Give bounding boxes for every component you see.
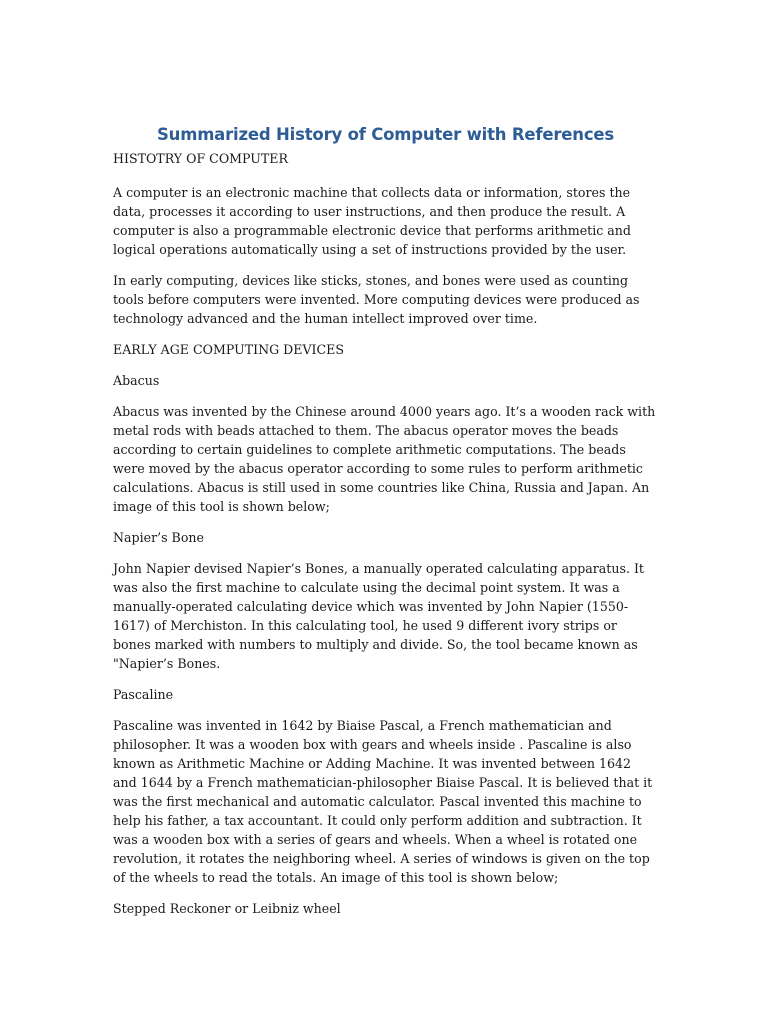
subheading-stepped-reckoner: Stepped Reckoner or Leibniz wheel	[113, 901, 341, 916]
document-title: Summarized History of Computer with References	[156, 125, 615, 144]
subheading-napiers-bone: Napier’s Bone	[113, 530, 204, 545]
subheading-pascaline: Pascaline	[113, 687, 174, 702]
section-heading-history: HISTOTRY OF COMPUTER	[113, 151, 288, 166]
section-heading-early-age-devices: EARLY AGE COMPUTING DEVICES	[113, 342, 344, 357]
paragraph-pascaline: Pascaline was invented in 1642 by Biaise Pascal, a French mathematician and philosopher. It was a wooden box with gears and wheels inside . Pascaline is also known as Arithmetic Machine or Adding Machine. It was invented between 1642 and 1644 by a French mathematician-philosopher Biaise Pascal. It is believed that it was the first mechanical and automatic calculator. Pascal invented this machine to help his father, a tax accountant. It could only perform addition and subtraction. It was a wooden box with a series of gears and wheels. When a wheel is rotated one revolution, it rotates the neighboring wheel. A series of windows is given on the top of the wheels to read the totals. An image of this tool is shown below;	[113, 718, 653, 885]
paragraph-computer-definition: A computer is an electronic machine that collects data or information, stores the data, processes it according to user instructions, and then produce the result. A computer is also a programmable electronic device that performs arithmetic and logical operations automatically using a set of instructions provided by the user.	[113, 185, 631, 257]
paragraph-napiers-bone: John Napier devised Napier’s Bones, a manually operated calculating apparatus. It was also the first machine to calculate using the decimal point system. It was a manually-operated calculating device which was invented by John Napier (1550-1617) of Merchiston. In this calculating tool, he used 9 different ivory strips or bones marked with numbers to multiply and divide. So, the tool became known as "Napier’s Bones.	[113, 561, 644, 671]
paragraph-early-computing: In early computing, devices like sticks, stones, and bones were used as counting tools before computers were invented. More computing devices were produced as technology advanced and the human intellect improved over time.	[113, 273, 640, 326]
subheading-abacus: Abacus	[113, 373, 160, 388]
paragraph-abacus: Abacus was invented by the Chinese around 4000 years ago. It’s a wooden rack with metal rods with beads attached to them. The abacus operator moves the beads according to certain guidelines to complete arithmetic computations. The beads were moved by the abacus operator according to some rules to perform arithmetic calculations. Abacus is still used in some countries like China, Russia and Japan. An image of this tool is shown below;	[113, 404, 656, 514]
document-body	[113, 124, 658, 930]
